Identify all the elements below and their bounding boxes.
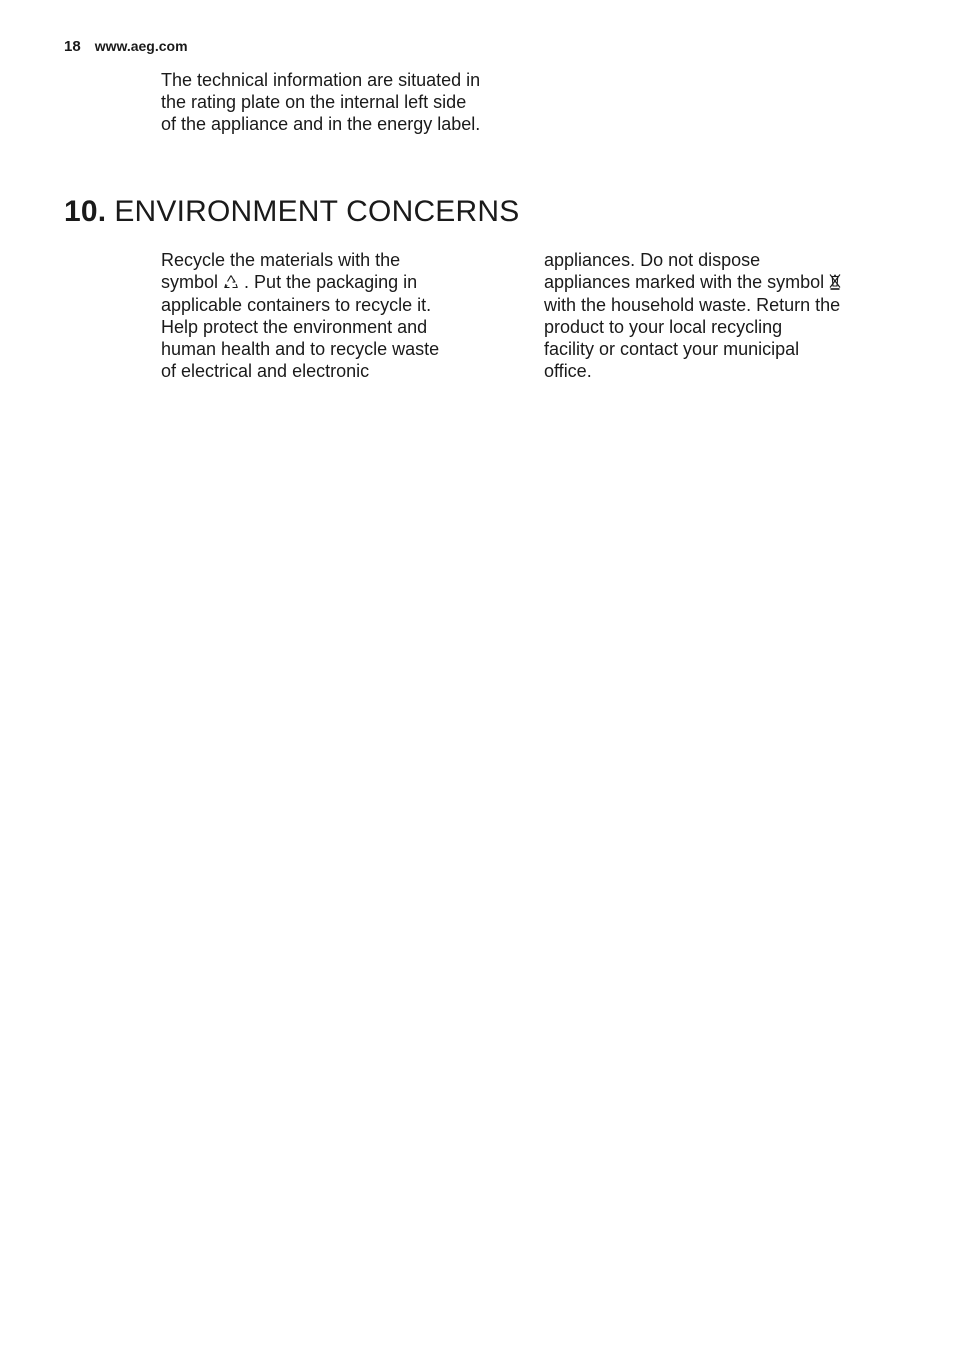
text-line [161, 272, 491, 296]
intro-line: The technical information are situated in [161, 70, 481, 90]
text-line: applicable containers to recycle it. [161, 295, 432, 316]
text-fragment: . Put the packaging in [244, 271, 418, 292]
section-heading [64, 195, 519, 229]
text-fragment: symbol [161, 271, 219, 292]
crossed-bin-icon [829, 273, 841, 296]
text-line: with the household waste. Return the [544, 295, 841, 316]
text-line: of electrical and electronic [161, 360, 370, 381]
text-line: human health and to recycle waste [161, 338, 440, 359]
text-line: product to your local recycling [544, 317, 783, 338]
text-line: appliances. Do not dispose [544, 250, 761, 270]
text-fragment: appliances marked with the symbol [544, 271, 825, 292]
intro-line: of the appliance and in the energy label. [161, 113, 481, 134]
page-number: 18 [64, 38, 81, 55]
intro-line: the rating plate on the internal left side [161, 91, 467, 112]
text-line: Recycle the materials with the [161, 250, 401, 270]
text-line: office. [544, 360, 592, 381]
section-number: 10. [64, 195, 107, 228]
right-column-text [544, 250, 874, 382]
section-title: ENVIRONMENT CONCERNS [114, 195, 520, 228]
text-line: Help protect the environment and [161, 317, 428, 338]
left-column-text [161, 250, 491, 382]
recycle-icon [223, 274, 239, 296]
website-link[interactable]: www.aeg.com [94, 38, 188, 54]
text-line [544, 272, 874, 296]
intro-paragraph [161, 70, 521, 135]
page-header [64, 38, 188, 55]
text-line: facility or contact your municipal [544, 338, 800, 359]
